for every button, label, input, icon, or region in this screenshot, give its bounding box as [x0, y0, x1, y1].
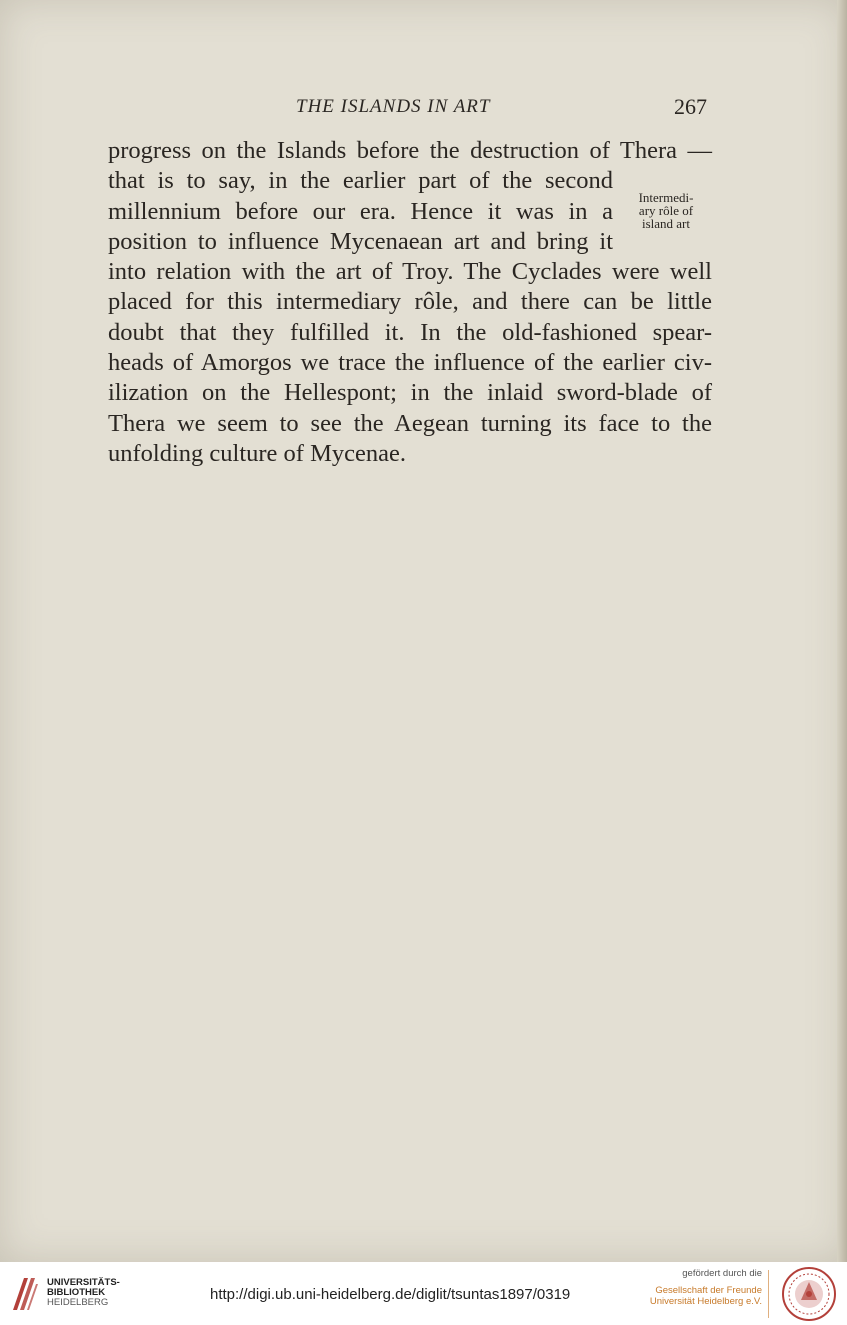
text-line: Thera we seem to see the Aegean turning its face to the	[108, 409, 712, 437]
page-number: 267	[674, 94, 707, 119]
library-name-line: BIBLIOTHEK	[47, 1287, 106, 1298]
university-seal-icon[interactable]	[779, 1266, 839, 1322]
permalink-url[interactable]: http://digi.ub.uni-heidelberg.de/diglit/tsuntas1897/0319	[210, 1286, 571, 1303]
footer-divider	[768, 1270, 769, 1318]
text-line: that is to say, in the earlier part of the second	[108, 167, 613, 195]
marginal-note	[621, 191, 711, 230]
library-name-line: HEIDELBERG	[47, 1297, 109, 1308]
page-edge	[837, 0, 847, 1262]
marginal-note-line: island art	[641, 216, 690, 231]
library-name	[47, 1278, 120, 1308]
text-line: doubt that they fulfilled it. In the old-fashioned spear-	[108, 318, 712, 346]
text-line: millennium before our era. Hence it was in a	[108, 197, 613, 225]
marginal-note-line: Intermedi-	[638, 190, 694, 205]
text-line: position to influence Mycenaean art and bring it	[108, 227, 613, 255]
text-line: progress on the Islands before the destruction of Thera —	[108, 137, 712, 164]
running-head	[0, 96, 847, 124]
sponsor-intro: gefördert durch die	[682, 1268, 762, 1279]
sponsor-credit	[640, 1268, 762, 1307]
text-line: heads of Amorgos we trace the influence of the earlier civ-	[108, 349, 712, 377]
running-head-title: THE ISLANDS IN ART	[296, 96, 491, 117]
university-library-logo-icon[interactable]	[10, 1274, 40, 1314]
body-paragraph	[108, 136, 712, 469]
text-line: placed for this intermediary rôle, and there can be little	[108, 288, 712, 316]
sponsor-name: Universität Heidelberg e.V.	[649, 1296, 762, 1307]
library-name-line: UNIVERSITÄTS-	[47, 1277, 120, 1288]
marginal-note-line: ary rôle of	[638, 203, 694, 218]
viewer-footer	[0, 1262, 847, 1325]
text-line: unfolding culture of Mycenae.	[108, 439, 406, 467]
sponsor-name: Gesellschaft der Freunde	[655, 1285, 762, 1296]
text-line: ilization on the Hellespont; in the inlaid sword-blade of	[108, 379, 712, 407]
text-line: into relation with the art of Troy. The Cyclades were well	[108, 258, 712, 286]
